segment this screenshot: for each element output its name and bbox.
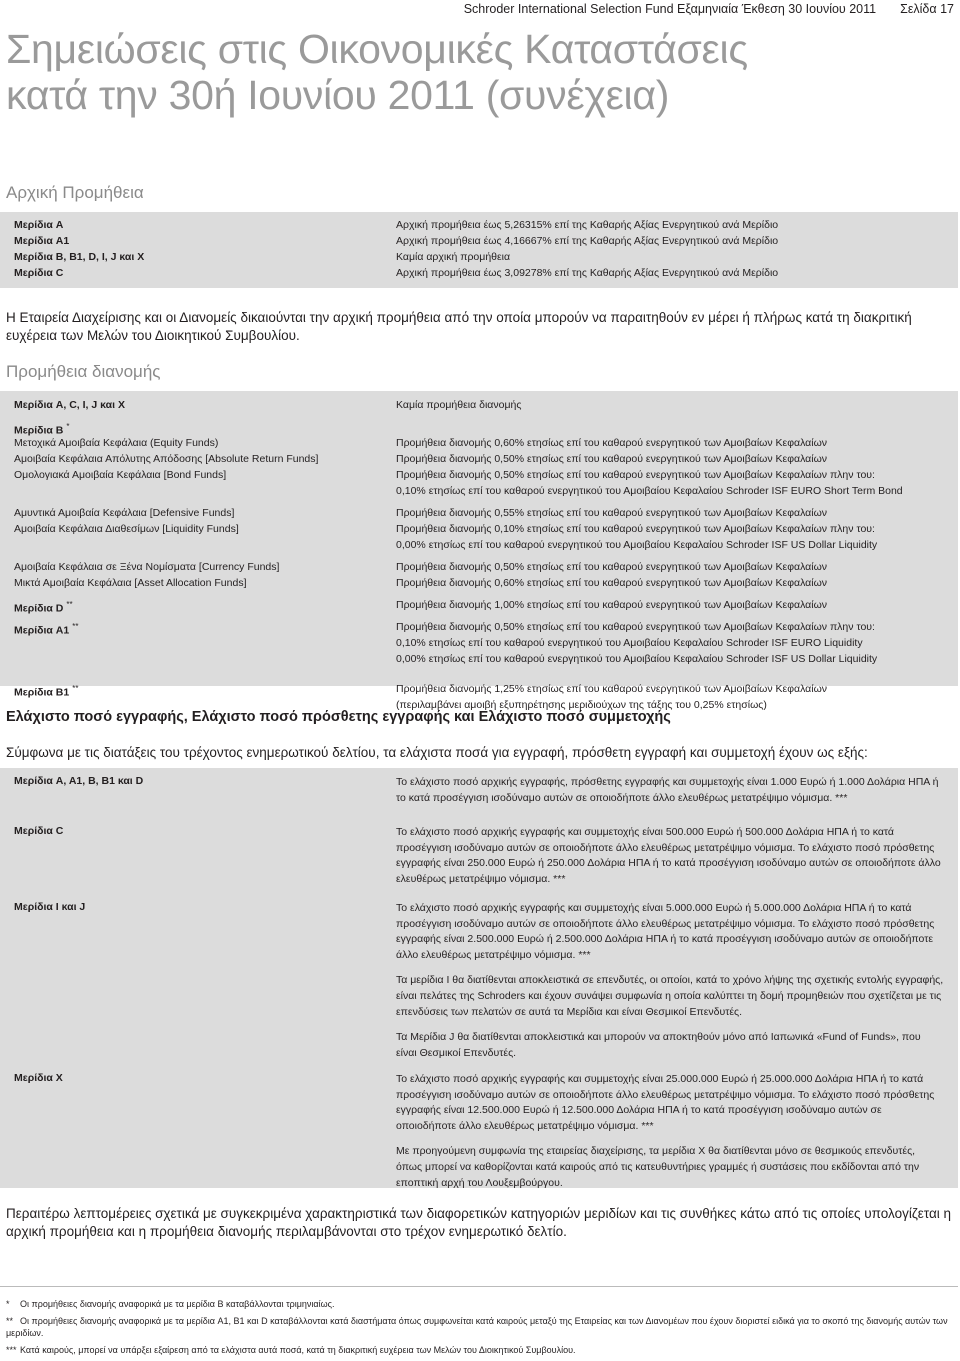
initial-fee-labels bbox=[14, 217, 144, 281]
distribution-fee-label-text: Ομολογιακά Αμοιβαία Κεφάλαια [Bond Funds] bbox=[14, 469, 227, 481]
footnote-mark: ** bbox=[72, 684, 79, 693]
initial-fee-label: Μερίδια A bbox=[14, 219, 64, 231]
distribution-fee-value: Προμήθεια διανομής 0,60% ετησίως επί του καθαρού ενεργητικού των Αμοιβαίων Κεφαλαίων bbox=[396, 437, 828, 449]
minimum-paragraph: Τα μερίδια I θα διατίθενται αποκλειστικά σε επενδυτές, οι οποίοι, κατά το χρόνο λήψης της σχετικής εντολής εγγραφής, είναι πελάτες της Schroders και έχουν συνάψει συμφωνία η οποία καλύπτει τη δομή προμηθειών που σχετίζεται με τις επενδύσεις των πελατών σε αυτά τα Μερίδια και είναι Θεσμικοί Επενδυτές. bbox=[396, 974, 944, 1018]
initial-fee-value: Αρχική προμήθεια έως 5,26315% επί της Καθαρής Αξίας Ενεργητικού ανά Μερίδιο bbox=[396, 219, 779, 231]
minimum-paragraph: Το ελάχιστο ποσό αρχικής εγγραφής και συμμετοχής είναι 25.000.000 Ευρώ ή 25.000.000 Δολάρια ΗΠΑ ή το κατά προσέγγιση ισοδύναμο αυτών σε οποιοδήποτε άλλο ελευθέρως μετατρέψιμο νόμισμα. Το ελάχιστο ποσό πρόσθετης εγγραφής είναι 12.500.000 Ευρώ ή 12.500.000 Δολάρια ΗΠΑ ή το κατά προσέγγιση ισοδύναμο αυτών σε οποιοδήποτε άλλο ελευθέρως μετατρέψιμο νόμισμα. *** bbox=[396, 1073, 935, 1132]
closing-paragraph: Περαιτέρω λεπτομέρειες σχετικά με συγκεκριμένα χαρακτηριστικά των διαφορετικών κατηγοριών μεριδίων και τις συνθήκες κάτω από τις οποίες υπολογίζεται η αρχική προμήθεια και η προμήθεια διανομής περιλαμβάνονται στο τρέχον ενημερωτικό δελτίο. bbox=[6, 1206, 952, 1239]
minimum-heading: Ελάχιστο ποσό εγγραφής, Ελάχιστο ποσό πρόσθετης εγγραφής και Ελάχιστο ποσό συμμετοχής bbox=[6, 709, 671, 725]
distribution-fee-value: Προμήθεια διανομής 0,55% ετησίως επί του καθαρού ενεργητικού των Αμοιβαίων Κεφαλαίων bbox=[396, 507, 828, 519]
distribution-fee-label bbox=[14, 397, 318, 413]
distribution-fee-value: Προμήθεια διανομής 0,50% ετησίως επί του καθαρού ενεργητικού των Αμοιβαίων Κεφαλαίων bbox=[396, 561, 828, 573]
distribution-fee-value: (περιλαμβάνει αμοιβή εξυπηρέτησης μεριδιούχων της τάξης του 0,25% ετησίως) bbox=[396, 699, 767, 711]
distribution-fee-label bbox=[14, 467, 318, 483]
distribution-fee-value: 0,10% ετησίως επί του καθαρού ενεργητικού του Αμοιβαίου Κεφαλαίου Schroder ISF EURO Short Term Bond bbox=[396, 485, 903, 497]
minimum-label: Μερίδια C bbox=[14, 825, 64, 837]
minimum-text bbox=[396, 825, 944, 897]
footnote-separator bbox=[0, 1286, 958, 1287]
footnote-mark: * bbox=[6, 1299, 10, 1309]
distribution-fee-label bbox=[14, 505, 318, 521]
page-title: Σημειώσεις στις Οικονομικές Καταστάσεις κατά την 30ή Ιουνίου 2011 (συνέχεια) bbox=[6, 26, 748, 118]
minimum-paragraph: Το ελάχιστο ποσό αρχικής εγγραφής, πρόσθετης εγγραφής και συμμετοχής είναι 1.000 Ευρώ ή 1.000 Δολάρια ΗΠΑ ή το κατά προσέγγιση ισοδύναμο αυτών σε οποιοδήποτε άλλο ελευθέρως μετατρέψιμο νόμισμα. *** bbox=[396, 776, 939, 804]
initial-fee-value: Αρχική προμήθεια έως 4,16667% επί της Καθαρής Αξίας Ενεργητικού ανά Μερίδιο bbox=[396, 235, 779, 247]
distribution-fee-label bbox=[14, 483, 318, 499]
initial-fee-values bbox=[396, 217, 778, 281]
distribution-fee-values bbox=[396, 397, 903, 713]
distribution-fee-label bbox=[14, 451, 318, 467]
distribution-fee-label bbox=[14, 681, 318, 697]
footnote bbox=[6, 1298, 952, 1310]
minimum-paragraph: Το ελάχιστο ποσό αρχικής εγγραφής και συμμετοχής είναι 5.000.000 Ευρώ ή 5.000.000 Δολάρια ΗΠΑ ή το κατά προσέγγιση ισοδύναμο αυτών σε οποιοδήποτε άλλο ελευθέρως μετατρέψιμο νόμισμα. Το ελάχιστο ποσό πρόσθετης εγγραφής είναι 2.500.000 Ευρώ ή 2.500.000 Δολάρια ΗΠΑ ή το κατά προσέγγιση ισοδύναμο αυτών σε οποιοδήποτε άλλο ελευθέρως μετατρέψιμο νόμισμα. *** bbox=[396, 902, 935, 961]
distribution-fee-label bbox=[14, 419, 318, 435]
distribution-fee-heading: Προμήθεια διανομής bbox=[6, 362, 161, 381]
distribution-fee-label-text: Αμοιβαία Κεφάλαια Διαθεσίμων [Liquidity Funds] bbox=[14, 523, 239, 535]
distribution-fee-label bbox=[14, 559, 318, 575]
footnote-mark: ** bbox=[72, 622, 79, 631]
minimum-label: Μερίδια X bbox=[14, 1072, 63, 1084]
distribution-fee-value bbox=[396, 419, 903, 435]
minimum-text bbox=[396, 1072, 944, 1201]
distribution-fee-value: Προμήθεια διανομής 1,25% ετησίως επί του καθαρού ενεργητικού των Αμοιβαίων Κεφαλαίων bbox=[396, 683, 828, 695]
distribution-fee-labels bbox=[14, 397, 318, 713]
distribution-fee-value: 0,00% ετησίως επί του καθαρού ενεργητικού του Αμοιβαίου Κεφαλαίου Schroder ISF US Dollar Liquidity bbox=[396, 653, 878, 665]
distribution-fee-label-text: Μερίδια B bbox=[14, 424, 64, 437]
minimum-paragraph: Το ελάχιστο ποσό αρχικής εγγραφής και συμμετοχής είναι 500.000 Ευρώ ή 500.000 Δολάρια ΗΠΑ ή το κατά προσέγγιση ισοδύναμο αυτών σε οποιοδήποτε άλλο ελευθέρως μετατρέψιμο νόμισμα. Το ελάχιστο ποσό πρόσθετης εγγραφής είναι 250.000 Ευρώ ή 250.000 Δολάρια ΗΠΑ ή το κατά προσέγγιση ισοδύναμο αυτών σε οποιοδήποτε άλλο ελευθέρως μετατρέψιμο νόμισμα. *** bbox=[396, 826, 941, 885]
distribution-fee-label bbox=[14, 521, 318, 537]
minimum-label: Μερίδια A, A1, B, B1 και D bbox=[14, 775, 144, 787]
page-header bbox=[464, 2, 954, 16]
distribution-fee-value: 0,10% ετησίως επί του καθαρού ενεργητικού του Αμοιβαίου Κεφαλαίου Schroder ISF EURO Liquidity bbox=[396, 637, 863, 649]
initial-fee-label: Μερίδια B, B1, D, I, J και X bbox=[14, 251, 145, 263]
minimum-text bbox=[396, 775, 944, 816]
initial-fee-label: Μερίδια C bbox=[14, 267, 64, 279]
initial-fee-value: Καμία αρχική προμήθεια bbox=[396, 251, 511, 263]
minimum-paragraph: Τα Μερίδια J θα διατίθενται αποκλειστικά και μπορούν να αποκτηθούν μόνο από Ιαπωνικά «Fund of Funds», που είναι Θεσμικοί Επενδυτές. bbox=[396, 1031, 921, 1059]
minimum-intro: Σύμφωνα με τις διατάξεις του τρέχοντος ενημερωτικού δελτίου, τα ελάχιστα ποσά για εγγραφή, πρόσθετη εγγραφή και συμμετοχή έχουν ως εξής: bbox=[6, 745, 868, 760]
distribution-fee-label bbox=[14, 537, 318, 553]
minimum-label: Μερίδια I και J bbox=[14, 901, 86, 913]
header-title: Schroder International Selection Fund Εξαμηνιαία Έκθεση 30 Ιουνίου 2011 bbox=[463, 2, 877, 16]
distribution-fee-label-text: Αμοιβαία Κεφάλαια Απόλυτης Απόδοσης [Absolute Return Funds] bbox=[14, 453, 319, 465]
footnote-text: Οι προμήθειες διανομής αναφορικά με τα μερίδια B καταβάλλονται τριμηνιαίως. bbox=[20, 1299, 335, 1309]
distribution-fee-label bbox=[14, 575, 318, 591]
distribution-fee-value: Προμήθεια διανομής 0,50% ετησίως επί του καθαρού ενεργητικού των Αμοιβαίων Κεφαλαίων πλην του: bbox=[396, 621, 875, 633]
distribution-fee-label-text: Μερίδια B1 bbox=[14, 686, 70, 699]
footnote-mark: ** bbox=[66, 600, 73, 609]
distribution-fee-value: Προμήθεια διανομής 0,50% ετησίως επί του καθαρού ενεργητικού των Αμοιβαίων Κεφαλαίων bbox=[396, 453, 828, 465]
distribution-fee-value: 0,00% ετησίως επί του καθαρού ενεργητικού του Αμοιβαίου Κεφαλαίου Schroder ISF US Dollar Liquidity bbox=[396, 539, 878, 551]
footnote-mark: *** bbox=[6, 1345, 17, 1355]
footnotes bbox=[6, 1298, 952, 1361]
initial-fee-heading: Αρχική Προμήθεια bbox=[6, 183, 144, 202]
minimum-paragraph: Με προηγούμενη συμφωνία της εταιρείας διαχείρισης, τα μερίδια X θα διατίθενται μόνο σε θεσμικούς επενδυτές, όπως μπορεί να καθορίζονται κατά καιρούς από τις κατευθυντήριες γραμμές ή συστάσεις που εκδίδονται από την εποπτική αρχή του Λουξεμβούργου. bbox=[396, 1145, 920, 1189]
distribution-fee-label-text: Μερίδια D bbox=[14, 602, 64, 615]
distribution-fee-label bbox=[14, 619, 318, 635]
distribution-fee-value: Καμία προμήθεια διανομής bbox=[396, 399, 522, 411]
initial-fee-label: Μερίδια A1 bbox=[14, 235, 70, 247]
footnote bbox=[6, 1315, 952, 1339]
distribution-fee-label-text: Αμυντικά Αμοιβαία Κεφάλαια [Defensive Funds] bbox=[14, 507, 235, 519]
footnote-mark: * bbox=[66, 422, 70, 431]
footnote-text: Οι προμήθειες διανομής αναφορικά με τα μερίδια A1, B1 και D καταβάλλονται κατά διαστήματα όπως συμφωνείται κατά καιρούς μεταξύ της Εταιρείας και των Διανομέων που έχουν διοριστεί ειδικά για το σκοπό της διανομής αυτών των μεριδίων. bbox=[6, 1316, 948, 1338]
distribution-fee-value: Προμήθεια διανομής 1,00% ετησίως επί του καθαρού ενεργητικού των Αμοιβαίων Κεφαλαίων bbox=[396, 599, 828, 611]
distribution-fee-label bbox=[14, 435, 318, 451]
distribution-fee-label-text: Μερίδια A, C, I, J και X bbox=[14, 399, 125, 411]
footnote bbox=[6, 1344, 952, 1356]
distribution-fee-value: Προμήθεια διανομής 0,60% ετησίως επί του καθαρού ενεργητικού των Αμοιβαίων Κεφαλαίων bbox=[396, 577, 828, 589]
distribution-fee-label-text: Αμοιβαία Κεφάλαια σε Ξένα Νομίσματα [Currency Funds] bbox=[14, 561, 280, 573]
distribution-fee-label-text: Μετοχικά Αμοιβαία Κεφάλαια (Equity Funds) bbox=[14, 437, 219, 449]
minimum-text bbox=[396, 901, 944, 1071]
page-number: Σελίδα 17 bbox=[900, 2, 954, 16]
initial-fee-note: Η Εταιρεία Διαχείρισης και οι Διανομείς δικαιούνται την αρχική προμήθεια από την οποία μπορούν να παραιτηθούν εν μέρει ή πλήρως κατά τη διακριτική ευχέρεια των Μελών του Διοικητικού Συμβουλίου. bbox=[6, 310, 912, 343]
distribution-fee-label bbox=[14, 597, 318, 613]
footnote-text: Κατά καιρούς, μπορεί να υπάρξει εξαίρεση από τα ελάχιστα αυτά ποσά, κατά τη διακριτική ευχέρεια των Μελών του Διοικητικού Συμβουλίου. bbox=[20, 1345, 576, 1355]
footnote-mark: ** bbox=[6, 1316, 14, 1326]
distribution-fee-value: Προμήθεια διανομής 0,50% ετησίως επί του καθαρού ενεργητικού των Αμοιβαίων Κεφαλαίων πλην του: bbox=[396, 469, 875, 481]
distribution-fee-label-text: Μερίδια A1 bbox=[14, 624, 70, 637]
distribution-fee-label-text: Μικτά Αμοιβαία Κεφάλαια [Asset Allocation Funds] bbox=[14, 577, 247, 589]
distribution-fee-label bbox=[14, 635, 318, 651]
distribution-fee-value: Προμήθεια διανομής 0,10% ετησίως επί του καθαρού ενεργητικού των Αμοιβαίων Κεφαλαίων πλην του: bbox=[396, 523, 875, 535]
initial-fee-value: Αρχική προμήθεια έως 3,09278% επί της Καθαρής Αξίας Ενεργητικού ανά Μερίδιο bbox=[396, 267, 779, 279]
distribution-fee-label bbox=[14, 651, 318, 667]
